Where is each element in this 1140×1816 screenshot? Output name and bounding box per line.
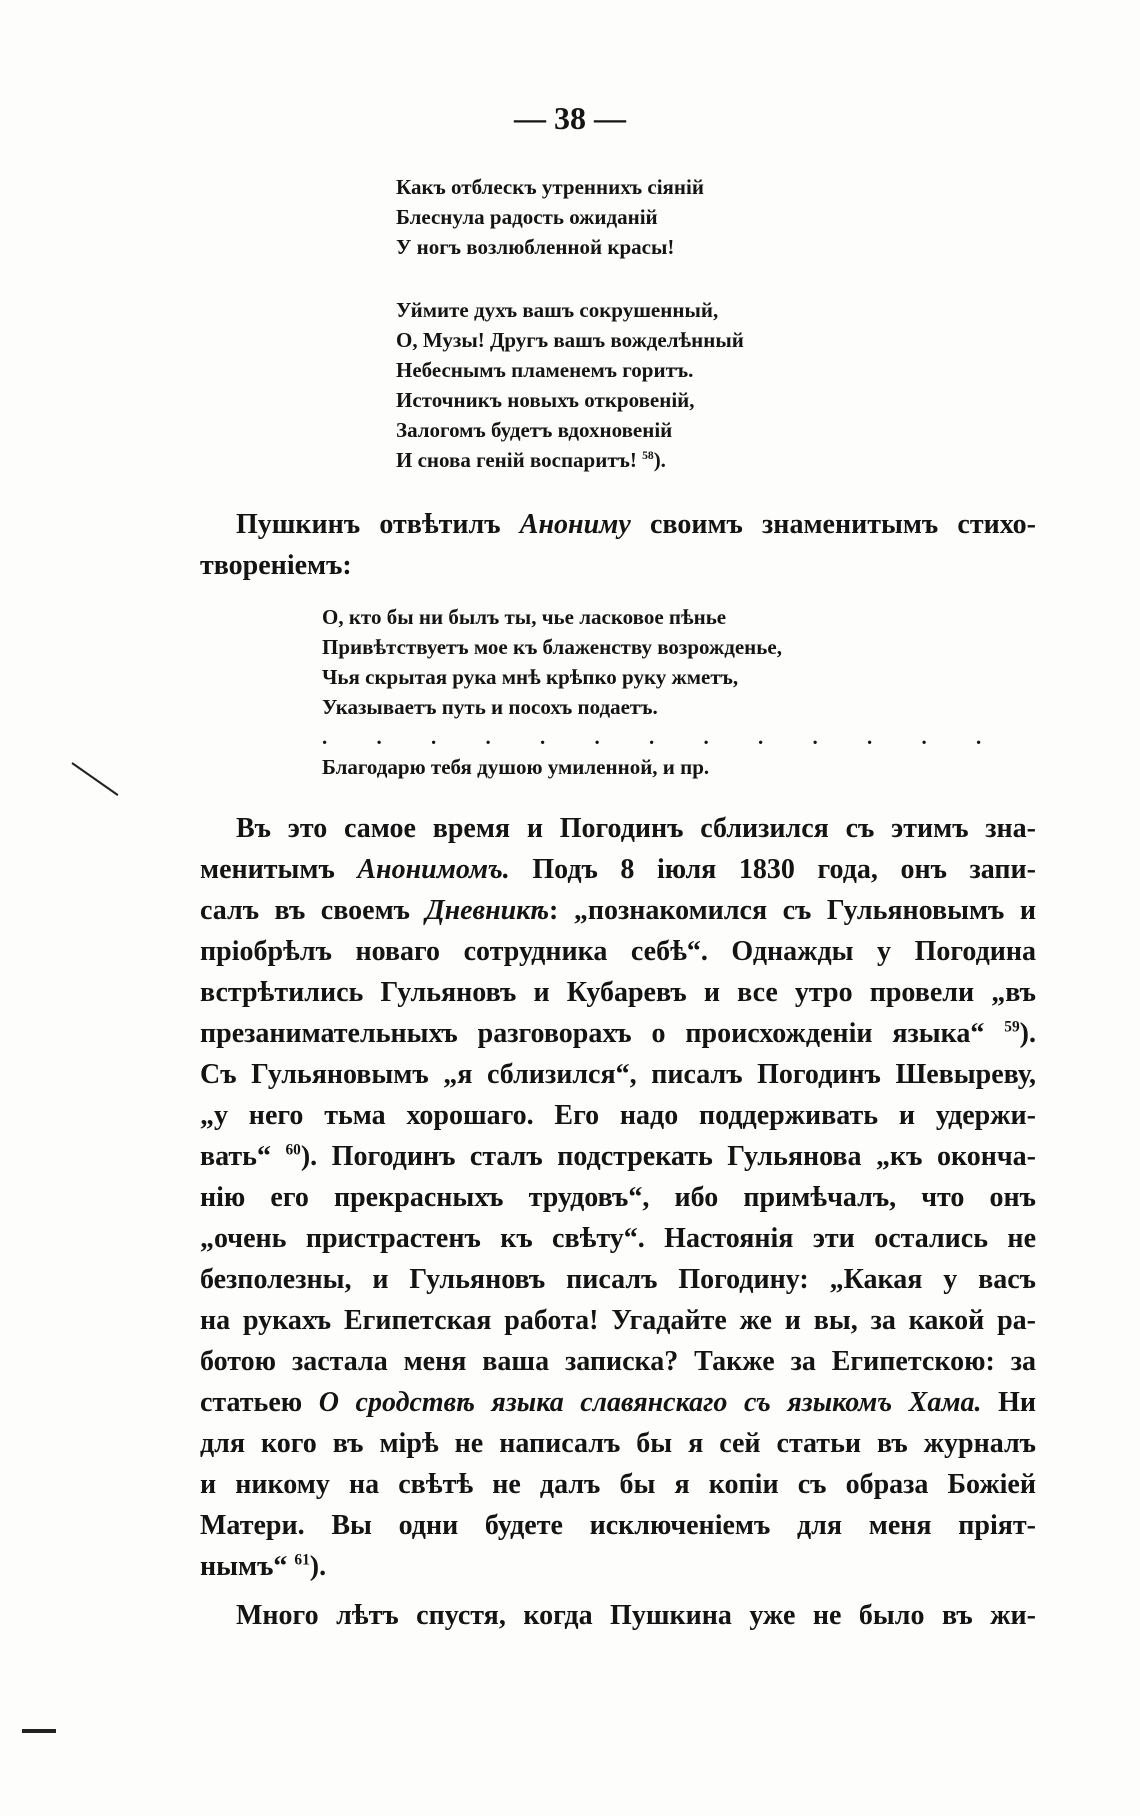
poem-quote <box>322 602 1003 782</box>
italic-diary: Дневникѣ <box>425 895 550 926</box>
paragraph-2 <box>200 808 1036 1587</box>
italic-anonymous: Анониму <box>519 509 631 540</box>
page-number: — 38 — <box>514 100 626 136</box>
poem-stanza-1 <box>396 172 704 262</box>
footnote-ref-60: 60 <box>285 1141 301 1159</box>
text-run: ). Погодинъ сталъ подстрекать Гульянова „къ оконча- <box>300 1141 1036 1172</box>
poem-line: Чья скрытая рука мнѣ крѣпко руку жметъ, <box>322 665 739 689</box>
footnote-ref-61: 61 <box>294 1551 310 1569</box>
text-run: вать“ <box>200 1141 286 1172</box>
text-run: менитымъ <box>200 854 358 885</box>
paragraph-line: Матери. Вы одни будете исключеніемъ для меня пріят- <box>200 1510 1036 1541</box>
poem-line: Небеснымъ пламенемъ горитъ. <box>396 358 694 382</box>
poem-line: Залогомъ будетъ вдохновеній <box>396 418 673 442</box>
paragraph-line: для кого въ мірѣ не написалъ бы я сей статьи въ журналъ <box>200 1428 1036 1459</box>
paragraph-line: Въ это самое время и Погодинъ сблизился съ этимъ зна- <box>236 813 1036 844</box>
poem-line: Блеснула радость ожиданій <box>396 205 658 229</box>
paragraph-line: твореніемъ: <box>200 550 352 581</box>
poem-line: Источникъ новыхъ откровеній, <box>396 388 695 412</box>
text-run: ). <box>309 1551 327 1582</box>
text-run: нымъ“ <box>200 1551 295 1582</box>
paragraph-line: и никому на свѣтѣ не далъ бы я копіи съ образа Божіей <box>200 1469 1036 1500</box>
paragraph-line: встрѣтились Гульяновъ и Кубаревъ и все утро провели „въ <box>200 977 1036 1008</box>
poem-line: Уймите духъ вашъ сокрушенный, <box>396 298 719 322</box>
poem-line: Указываетъ путь и посохъ подаетъ. <box>322 695 658 719</box>
poem-line-text: И снова геній воспаритъ! <box>396 448 637 472</box>
text-run: : „познакомился съ Гульяновымъ и <box>549 895 1036 926</box>
paragraph-line: „очень пристрастенъ къ свѣту“. Настоянія эти остались не <box>200 1223 1036 1254</box>
ellipsis-dots: . . . . . . . . . . . . . <box>322 725 1004 749</box>
text-run: Ни <box>981 1387 1036 1418</box>
paragraph-line <box>200 504 1036 545</box>
paragraph-1 <box>200 504 1036 586</box>
footnote-ref-58: 58 <box>642 450 654 462</box>
poem-line: Привѣтствуетъ мое къ блаженству возрожденье, <box>322 635 782 659</box>
paragraph-3 <box>200 1595 1036 1636</box>
margin-dash-mark <box>22 1729 56 1733</box>
paragraph-line <box>200 849 1036 890</box>
paragraph-line <box>200 890 1036 931</box>
paragraph-line: Много лѣтъ спустя, когда Пушкина уже не было въ жи- <box>236 1600 1036 1631</box>
paragraph-line: пріобрѣлъ новаго сотрудника себѣ“. Однажды у Погодина <box>200 936 1036 967</box>
paragraph-line: Съ Гульяновымъ „я сблизился“, писалъ Погодинъ Шевыреву, <box>200 1059 1036 1090</box>
poem-line: О, кто бы ни былъ ты, чье ласковое пѣнье <box>322 605 727 629</box>
paragraph-line: ботою застала меня ваша записка? Также за Египетскою: за <box>200 1346 1036 1377</box>
text-run: ). <box>1019 1018 1036 1049</box>
text-run: салъ въ своемъ <box>200 895 426 926</box>
poem-line: Какъ отблескъ утреннихъ сіяній <box>396 175 704 199</box>
poem-stanza-2 <box>396 295 744 475</box>
poem-line: У ногъ возлюбленной красы! <box>396 235 675 259</box>
footnote-ref-59: 59 <box>1004 1018 1020 1036</box>
paragraph-line <box>200 1382 1036 1423</box>
paragraph-line: безполезны, и Гульяновъ писалъ Погодину: „Какая у васъ <box>200 1264 1036 1295</box>
paragraph-line: „у него тьма хорошаго. Его надо поддерживать и удержи- <box>200 1100 1036 1131</box>
italic-article-title: О сродствѣ языка славянскаго съ языкомъ Хама. <box>318 1387 982 1418</box>
text-run: Пушкинъ отвѣтилъ <box>236 509 520 540</box>
paragraph-line <box>200 1013 1036 1054</box>
poem-line-last <box>396 445 744 475</box>
poem-line: Благодарю тебя душою умиленной, и пр. <box>322 755 710 779</box>
text-run: своимъ знаменитымъ стихо- <box>630 509 1036 540</box>
text-run: статьею <box>200 1387 319 1418</box>
margin-pencil-mark <box>71 762 118 796</box>
text-run: Подъ 8 іюля 1830 года, онъ запи- <box>509 854 1036 885</box>
paragraph-line <box>200 1546 1036 1587</box>
poem-line: О, Музы! Другъ вашъ вожделѣнный <box>396 328 744 352</box>
italic-anonymous: Анонимомъ. <box>357 854 510 885</box>
text-run: презанимательныхъ разговорахъ о происхожденіи языка“ <box>200 1018 1005 1049</box>
paragraph-line: нію его прекрасныхъ трудовъ“, ибо примѣчалъ, что онъ <box>200 1182 1036 1213</box>
footnote-close: ). <box>653 448 666 472</box>
paragraph-line <box>200 1136 1036 1177</box>
paragraph-line: на рукахъ Египетская работа! Угадайте же и вы, за какой ра- <box>200 1305 1036 1336</box>
